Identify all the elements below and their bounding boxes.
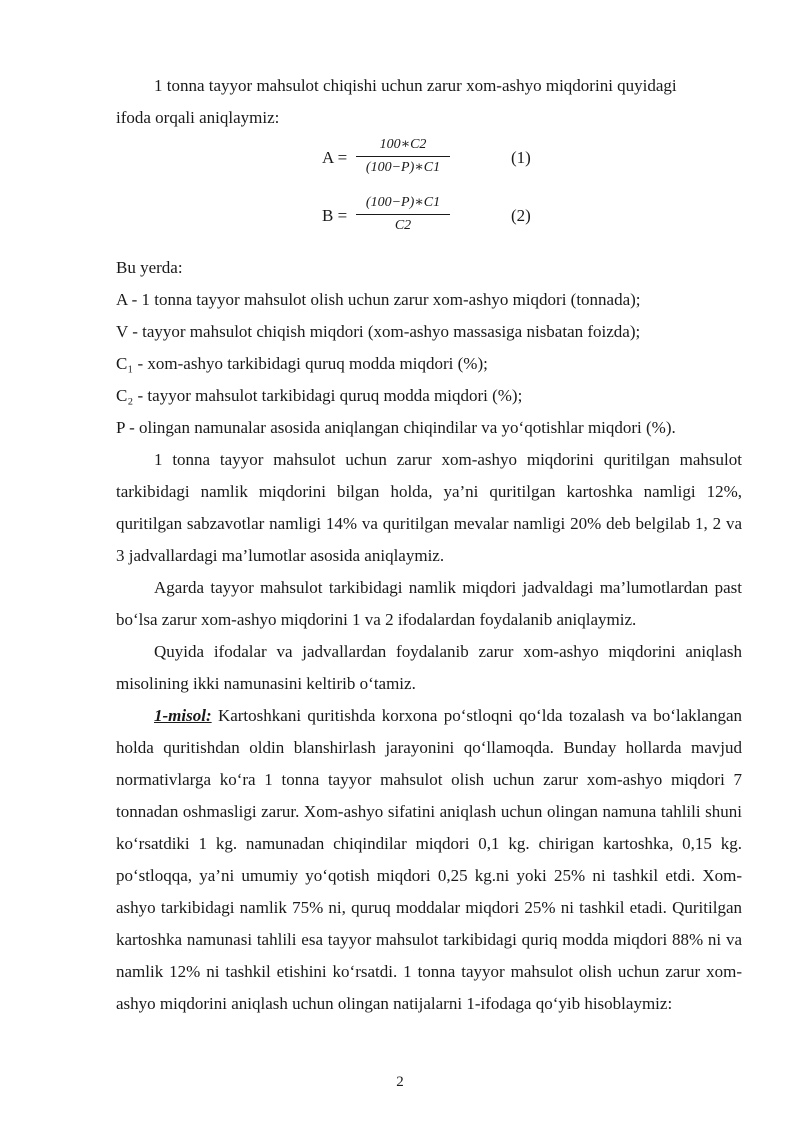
definition-c1: C₁ - xom-ashyo tarkibidagi quruq modda miqdori (%);	[116, 354, 488, 373]
formula-1	[116, 134, 742, 192]
formula-2-fraction	[356, 194, 450, 235]
formula-2-denominator: C2	[394, 218, 412, 233]
fraction-bar	[356, 156, 450, 157]
formula-1-denominator: (100−P)∗C1	[365, 160, 441, 175]
paragraph-example-1	[116, 700, 742, 1020]
fraction-bar	[356, 214, 450, 215]
intro-line-1: 1 tonna tayyor mahsulot chiqishi uchun zarur xom-ashyo miqdorini quyidagi	[154, 76, 677, 95]
page-number: 2	[396, 1074, 404, 1090]
formula-2-lhs: B =	[322, 206, 348, 225]
formula-1-number: (1)	[511, 148, 531, 167]
definition-v: V - tayyor mahsulot chiqish miqdori (xom-ashyo massasiga nisbatan foizda);	[116, 322, 641, 341]
formula-1-lhs: A =	[322, 148, 348, 167]
paragraph-1: 1 tonna tayyor mahsulot uchun zarur xom-ashyo miqdorini quritilgan mahsulot tarkibidagi namlik miqdorini bilgan holda, ya’ni quritilgan kartoshka namligi 12%, quritilgan sabzavotlar namligi 14% va quritilgan mevalar namligi 20% deb belgilab 1, 2 va 3 jadvallardagi ma’lumotlar asosida aniqlaymiz.	[116, 450, 742, 565]
paragraph-2: Agarda tayyor mahsulot tarkibidagi namlik miqdori jadvaldagi ma’lumotlardan past bo‘lsa zarur xom-ashyo miqdorini 1 va 2 ifodalardan foydalanib aniqlaymiz.	[116, 578, 742, 629]
definition-a: A - 1 tonna tayyor mahsulot olish uchun zarur xom-ashyo miqdori (tonnada);	[116, 290, 641, 309]
paragraph-3: Quyida ifodalar va jadvallardan foydalanib zarur xom-ashyo miqdorini aniqlash misolining ikki namunasini keltirib o‘tamiz.	[116, 642, 742, 693]
formula-2	[116, 192, 742, 250]
document-page	[116, 70, 742, 1020]
formula-2-number: (2)	[511, 206, 531, 225]
formula-1-numerator: 100∗C2	[379, 137, 427, 152]
intro-line-2: ifoda orqali aniqlaymiz:	[116, 108, 280, 127]
example-1-text: Kartoshkani quritishda korxona po‘stloqni qo‘lda tozalash va bo‘laklangan holda quritishdan oldin blanshirlash jarayonini qo‘llamoqda. Bunday hollarda mavjud normativlarga ko‘ra 1 tonna tayyor mahsulot olish uchun zarur xom-ashyo miqdori 7 tonnadan oshmasligi zarur. Xom-ashyo sifatini aniqlash uchun olingan namuna tahlili shuni ko‘rsatdiki 1 kg. namunadan chiqindilar miqdori 0,1 kg. chirigan kartoshka, 0,15 kg. po‘stloqqa, ya’ni umumiy yo‘qotish miqdori 0,25 kg.ni yoki 25% ni tashkil etdi. Xom-ashyo tarkibidagi namlik 75% ni, quruq moddalar miqdori 25% ni tashkil etadi. Quritilgan kartoshka namunasi tahlili esa tayyor mahsulot tarkibidagi quriq modda miqdori 88% ni va namlik 12% ni tashkil etishini ko‘rsatdi. 1 tonna tayyor mahsulot olish uchun zarur xom-ashyo miqdorini aniqlash uchun olingan natijalarni 1-ifodaga qo‘yib hisoblaymiz:	[116, 706, 742, 1013]
formula-1-fraction	[356, 136, 450, 177]
bu-yerda-label: Bu yerda:	[116, 258, 183, 277]
definition-c2: C₂ - tayyor mahsulot tarkibidagi quruq modda miqdori (%);	[116, 386, 523, 405]
formula-2-numerator: (100−P)∗C1	[365, 195, 441, 210]
example-1-label: 1-misol:	[154, 706, 212, 725]
definition-p: P - olingan namunalar asosida aniqlangan chiqindilar va yo‘qotishlar miqdori (%).	[116, 418, 676, 437]
